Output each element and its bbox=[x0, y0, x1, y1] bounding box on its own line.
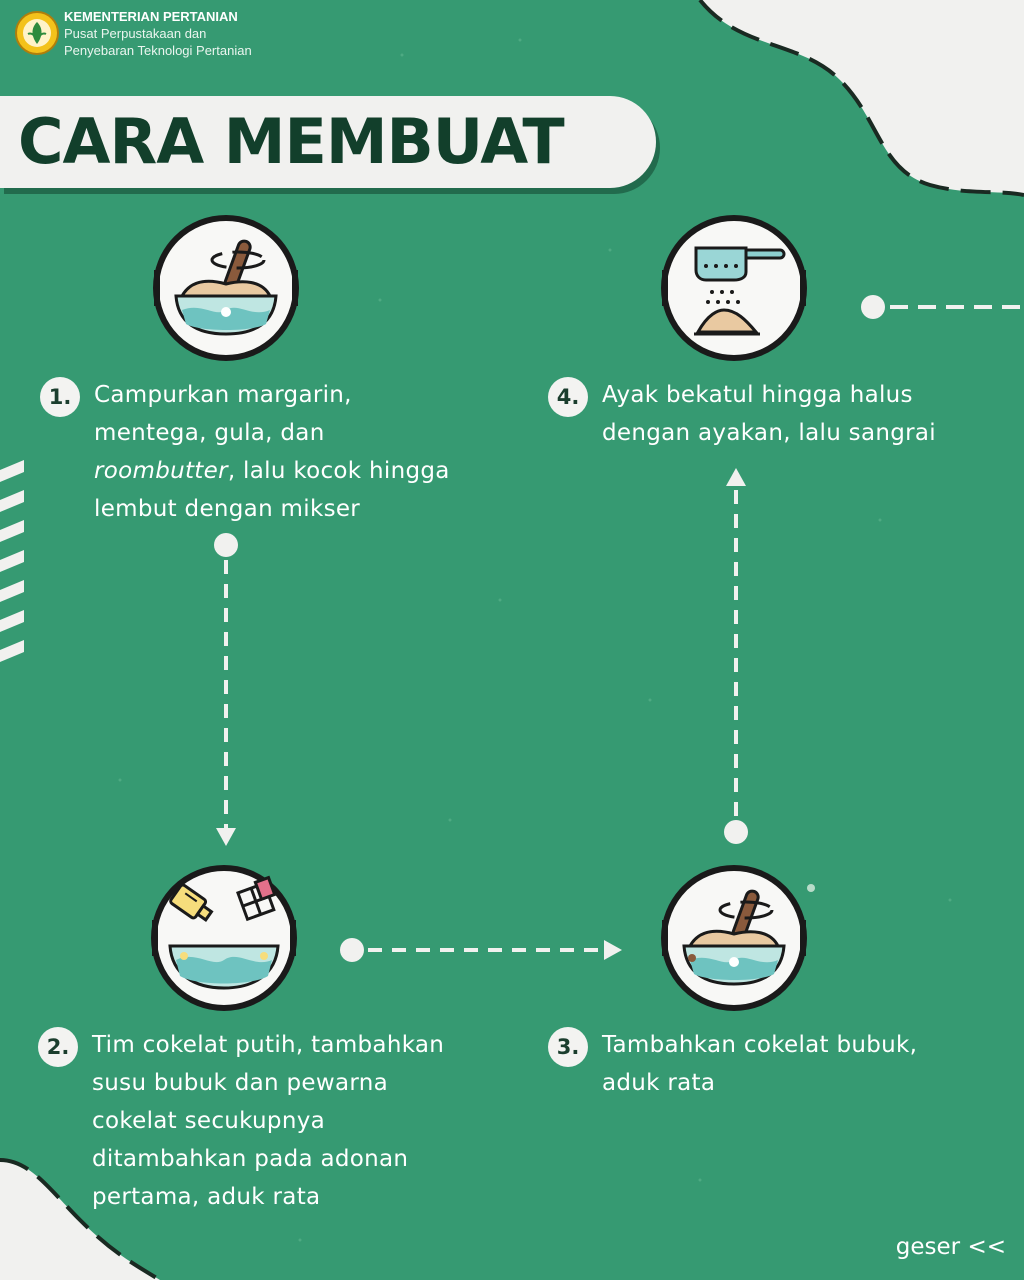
step-2-line-4: ditambahkan pada adonan bbox=[92, 1146, 409, 1172]
step-number-3: 3. bbox=[548, 1027, 588, 1067]
org-sub-line1: Pusat Perpustakaan dan bbox=[64, 26, 207, 41]
ministry-logo-icon bbox=[14, 10, 60, 56]
connector-step3-step4 bbox=[724, 468, 748, 844]
step-number-1: 1. bbox=[40, 377, 80, 417]
step-number-4: 4. bbox=[548, 377, 588, 417]
swipe-hint[interactable]: geser << bbox=[895, 1234, 1006, 1260]
step-1-line-4: lembut dengan mikser bbox=[94, 496, 361, 522]
step-4-line-1: Ayak bekatul hingga halus bbox=[602, 382, 913, 408]
title-banner bbox=[0, 96, 656, 188]
step-1-line-3-rest: , lalu kocok hingga bbox=[227, 458, 450, 484]
step-1-text bbox=[94, 376, 450, 528]
header-logo-block bbox=[14, 8, 314, 64]
step-3-line-1: Tambahkan cokelat bubuk, bbox=[602, 1032, 918, 1058]
step-4-text bbox=[602, 376, 936, 452]
page-title: CARA MEMBUAT bbox=[18, 105, 564, 178]
org-name: KEMENTERIAN PERTANIAN bbox=[64, 9, 238, 24]
corner-blob-top-right bbox=[700, 0, 1024, 195]
sieve-icon bbox=[660, 214, 808, 362]
step-2-text bbox=[92, 1026, 444, 1216]
org-sub-line2: Penyebaran Teknologi Pertanian bbox=[64, 43, 252, 58]
step-4-line-2: dengan ayakan, lalu sangrai bbox=[602, 420, 936, 446]
step-3-text bbox=[602, 1026, 917, 1102]
step-1-line-1: Campurkan margarin, bbox=[94, 382, 352, 408]
mixing-bowl-icon bbox=[660, 864, 808, 1012]
step-1-italic-word: roombutter bbox=[94, 458, 228, 484]
step-1-line-2: mentega, gula, dan bbox=[94, 420, 325, 446]
step-3-line-2: aduk rata bbox=[602, 1070, 716, 1096]
step-1-line-3 bbox=[94, 452, 450, 490]
step-2-line-5: pertama, aduk rata bbox=[92, 1184, 321, 1210]
mixing-bowl-icon bbox=[152, 214, 300, 362]
connector-step4-next bbox=[861, 295, 1024, 319]
step-2-line-2: susu bubuk dan pewarna bbox=[92, 1070, 388, 1096]
step-number-2: 2. bbox=[38, 1027, 78, 1067]
connector-step2-step3 bbox=[340, 938, 622, 962]
step-2-line-3: cokelat secukupnya bbox=[92, 1108, 326, 1134]
connector-step1-step2 bbox=[214, 533, 238, 846]
bowl-ingredients-icon bbox=[150, 864, 298, 1012]
step-2-line-1: Tim cokelat putih, tambahkan bbox=[92, 1032, 445, 1058]
left-stripes bbox=[0, 460, 24, 662]
org-text bbox=[64, 8, 252, 59]
